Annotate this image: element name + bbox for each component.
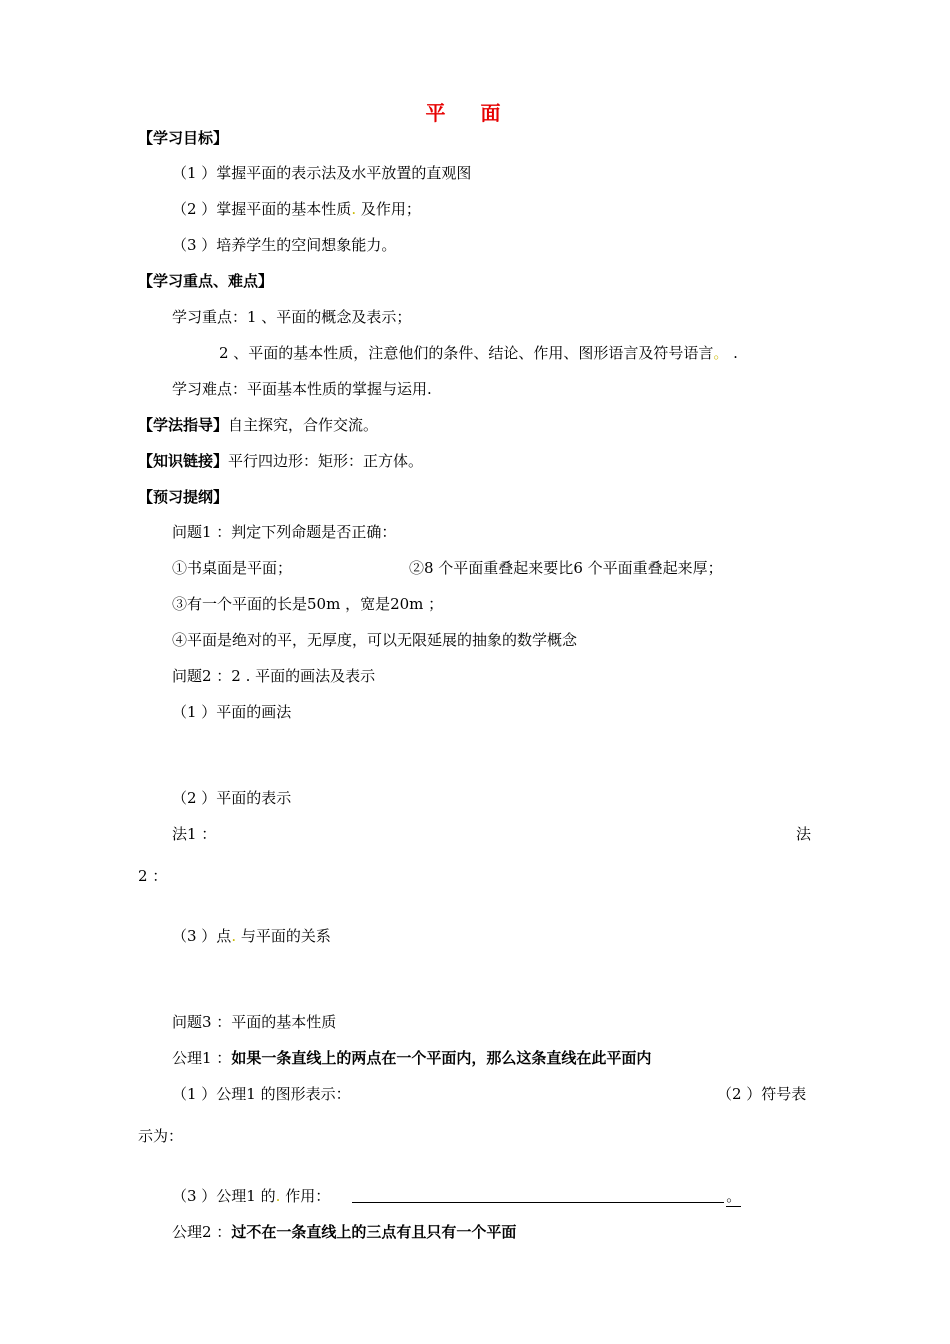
goal-2-text: （2 ）掌握平面的基本性质 [172, 200, 352, 218]
key-point-2: 2 、平面的基本性质，注意他们的条件、结论、作用、图形语言及符号语言。 . [219, 344, 738, 362]
study-method [138, 415, 378, 435]
proposition-1: ①书桌面是平面； [172, 559, 293, 577]
axiom-1-label: 公理1 ： [172, 1049, 232, 1067]
key-point-1: 学习重点：1 、平面的概念及表示； [172, 308, 412, 326]
representation: （2 ）平面的表示 [172, 789, 292, 807]
axiom-2-label: 公理2 ： [172, 1223, 232, 1241]
proposition-3: ③有一个平面的长是50m ，宽是20m ； [172, 595, 444, 613]
heading-learning-goals: 【学习目标】 [138, 129, 229, 147]
axiom-1 [172, 1048, 651, 1068]
point-plane-relation-b: 与平面的关系 [240, 927, 331, 945]
page-title: 平 面 [425, 101, 515, 125]
point-plane-relation-a: （3 ）点 [172, 927, 232, 945]
answer-blank[interactable] [352, 1188, 724, 1203]
key-point-2-text: 2 、平面的基本性质，注意他们的条件、结论、作用、图形语言及符号语言 [219, 344, 714, 362]
axiom-1-symbol-start: （2 ）符号表 [717, 1085, 807, 1103]
axiom-1-use-b: 作用： [285, 1187, 331, 1205]
question-3: 问题3 ：平面的基本性质 [172, 1013, 337, 1031]
method-1: 法1 ： [172, 825, 217, 843]
key-point-2-tail: . [733, 344, 738, 362]
axiom-1-text: 如果一条直线上的两点在一个平面内，那么这条直线在此平面内 [231, 1049, 652, 1067]
axiom-1-figure: （1 ）公理1 的图形表示： [172, 1085, 351, 1103]
axiom-2-text: 过不在一条直线上的三点有且只有一个平面 [231, 1223, 517, 1241]
goal-3: （3 ）培养学生的空间想象能力。 [172, 236, 397, 254]
goal-2-tail: 及作用； [360, 200, 421, 218]
heading-knowledge-link: 【知识链接】 [138, 452, 229, 470]
proposition-4: ④平面是绝对的平，无厚度，可以无限延展的抽象的数学概念 [172, 631, 578, 649]
axiom-1-use: （3 ）公理1 的. 作用： 。 [172, 1187, 742, 1205]
question-2: 问题2 ：2 . 平面的画法及表示 [172, 667, 376, 685]
answer-blank-end: 。 [726, 1187, 742, 1205]
axiom-2 [172, 1222, 516, 1242]
difficulty: 学习难点：平面基本性质的掌握与运用. [172, 380, 432, 398]
method-2-start: 法 [796, 825, 812, 843]
heading-study-method: 【学法指导】 [138, 416, 229, 434]
method-2-end: 2 ： [138, 867, 168, 885]
study-method-text: 自主探究，合作交流。 [228, 416, 379, 434]
heading-preview-outline: 【预习提纲】 [138, 488, 229, 506]
knowledge-link [138, 451, 423, 471]
question-1: 问题1 ：判定下列命题是否正确： [172, 523, 397, 541]
axiom-1-symbol-end: 示为： [138, 1127, 184, 1145]
knowledge-link-text: 平行四边形：矩形：正方体。 [228, 452, 424, 470]
drawing-method: （1 ）平面的画法 [172, 703, 292, 721]
point-plane-relation: （3 ）点. 与平面的关系 [172, 927, 331, 945]
heading-key-points: 【学习重点、难点】 [138, 272, 274, 290]
goal-2: （2 ）掌握平面的基本性质. 及作用； [172, 200, 421, 218]
goal-1: （1 ）掌握平面的表示法及水平放置的直观图 [172, 164, 472, 182]
axiom-1-use-a: （3 ）公理1 的 [172, 1187, 276, 1205]
proposition-2: ②8 个平面重叠起来要比6 个平面重叠起来厚； [409, 559, 723, 577]
